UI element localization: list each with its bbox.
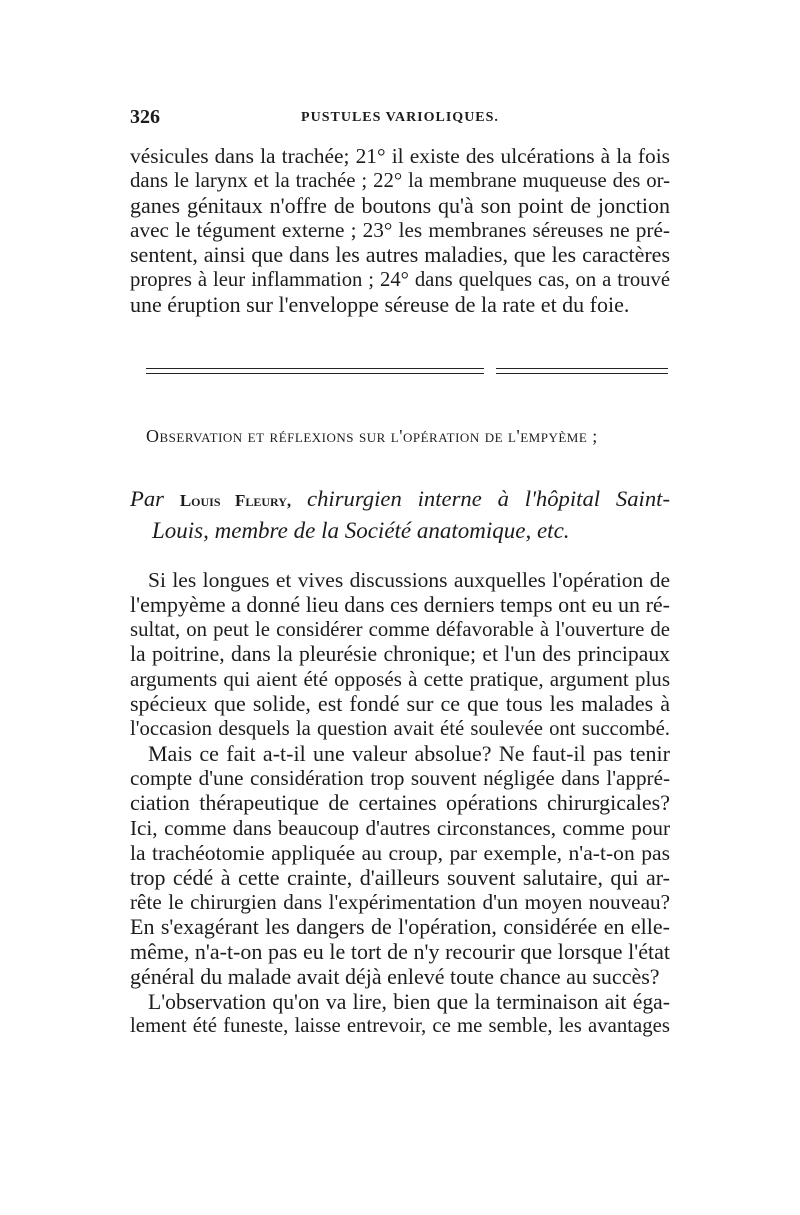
text-line: avec le tégument externe ; 23° les membranes séreuses ne pré- bbox=[130, 218, 670, 243]
text-line: Ici, comme dans beaucoup d'autres circonstances, comme pour bbox=[130, 815, 670, 840]
byline-role: chirurgien interne à l'hôpital Saint- bbox=[307, 486, 670, 511]
text-line: spécieux que solide, est fondé sur ce que tous les malades à bbox=[130, 690, 670, 716]
text-line: une éruption sur l'enveloppe séreuse de la rate et du foie. bbox=[130, 291, 630, 317]
text-line: même, n'a-t-on pas eu le tort de n'y recourir que lorsque l'état bbox=[130, 938, 670, 964]
byline-line: Louis, membre de la Société anatomique, etc. bbox=[152, 518, 570, 543]
text-line: sentent, ainsi que dans les autres maladies, que les caractères bbox=[130, 242, 670, 268]
byline-line bbox=[130, 484, 670, 516]
text-line: rête le chirurgien dans l'expérimentation d'un moyen nouveau? bbox=[130, 890, 670, 915]
text-line: Si les longues et vives discussions auxquelles l'opération de bbox=[148, 568, 670, 592]
text-line: trop cédé à cette crainte, d'ailleurs souvent salutaire, qui ar- bbox=[130, 864, 670, 890]
text-line: sultat, on peut le considérer comme défavorable à l'ouverture de bbox=[130, 618, 670, 641]
text-line: arguments qui aient été opposés à cette pratique, argument plus bbox=[130, 667, 670, 692]
text-line: la poitrine, dans la pleurésie chronique; et l'un des principaux bbox=[130, 642, 670, 667]
text-line: compte d'une considération trop souvent négligée dans l'appré- bbox=[130, 766, 670, 791]
continued-paragraph bbox=[130, 144, 670, 318]
main-text bbox=[130, 568, 670, 1039]
text-line: l'empyème a donné lieu dans ces derniers temps ont eu un ré- bbox=[130, 591, 670, 617]
byline-prefix: Par bbox=[130, 486, 164, 511]
text-line: ganes génitaux n'offre de boutons qu'à son point de jonction bbox=[130, 192, 670, 218]
text-line: lement été funeste, laisse entrevoir, ce me semble, les avantages bbox=[130, 1014, 670, 1038]
text-line: l'occasion desquels la question avait été soulevée ont succombé. bbox=[130, 717, 670, 740]
running-head: PUSTULES VARIOLIQUES. bbox=[301, 110, 499, 125]
page-header bbox=[130, 106, 670, 136]
article-byline bbox=[130, 484, 670, 546]
text-line: vésicules dans la trachée; 21° il existe des ulcérations à la fois bbox=[130, 144, 670, 168]
byline-author: Louis Fleury, bbox=[179, 491, 292, 510]
text-line: général du malade avait déjà enlevé toute chance au succès? bbox=[130, 963, 660, 989]
article-title: Observation et réflexions sur l'opération de l'empyème ; bbox=[146, 426, 598, 446]
text-line: ciation thérapeutique de certaines opérations chirurgicales? bbox=[130, 790, 670, 816]
text-line: la trachéotomie appliquée au croup, par exemple, n'a-t-on pas bbox=[130, 840, 670, 865]
page-number: 326 bbox=[130, 106, 160, 128]
text-line: En s'exagérant les dangers de l'opération, considérée en elle- bbox=[130, 914, 670, 940]
section-divider bbox=[146, 368, 668, 376]
text-line: L'observation qu'on va lire, bien que la terminaison ait éga- bbox=[148, 989, 670, 1014]
text-line: propres à leur inflammation ; 24° dans quelques cas, on a trouvé bbox=[130, 268, 670, 291]
divider-rule-left bbox=[146, 368, 484, 374]
text-line: Mais ce fait a-t-il une valeur absolue? Ne faut-il pas tenir bbox=[148, 740, 670, 766]
divider-rule-right bbox=[496, 368, 668, 374]
text-line: dans le larynx et la trachée ; 22° la membrane muqueuse des or- bbox=[130, 168, 670, 192]
